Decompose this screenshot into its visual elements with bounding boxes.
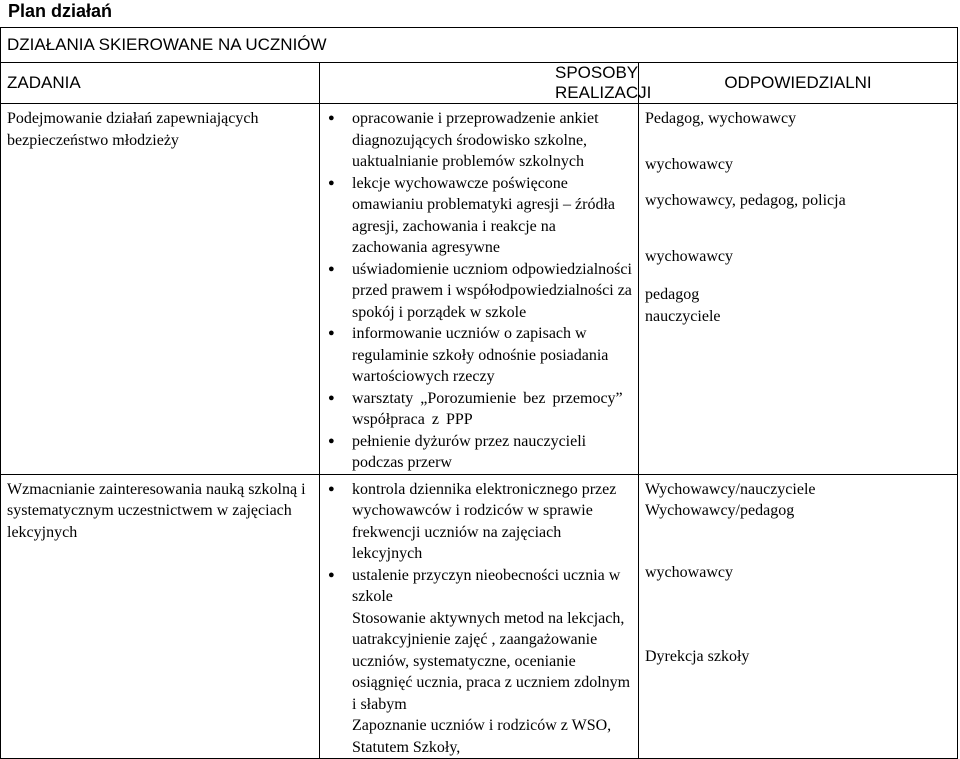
responsible-cell [639, 474, 958, 759]
responsible-item: Pedagog, wychowawcy [645, 110, 797, 127]
activities-list [320, 104, 638, 474]
activity-item: ● informowanie uczniów o zapisach w regulaminie szkoły odnośnie posiadania wartościowych rzeczy [352, 323, 634, 388]
responsible-item: wychowawcy, pedagog, policja [645, 192, 846, 209]
activity-item: Zapoznanie uczniów i rodziców z WSO, Statutem Szkoły, [352, 717, 612, 756]
activity-item: ● uświadomienie uczniom odpowiedzialności przed prawem i współodpowiedzialności za spokój i porządek w szkole [352, 259, 634, 324]
table-row [1, 474, 958, 759]
responsible-item: Wychowawcy/nauczyciele [645, 480, 816, 498]
activity-item: ● ustalenie przyczyn nieobecności ucznia w szkole [352, 565, 634, 608]
task-cell [1, 104, 320, 475]
activities-cell [320, 474, 639, 759]
activity-item: ● kontrola dziennika elektronicznego przez wychowawców i rodziców w sprawie frekwencji uczniów na zajęciach lekcyjnych [352, 479, 634, 565]
column-header-tasks: ZADANIA [1, 63, 320, 104]
activity-item: ● lekcje wychowawcze poświęcone omawianiu problematyki agresji – źródła agresji, zachowania i reakcje na zachowania agresywne [352, 173, 634, 259]
page-title: Plan działań [8, 1, 113, 21]
task-text: Wzmacnianie zainteresowania nauką szkolną i systematycznym uczestnictwem w zajęciach lekcyjnych [7, 480, 306, 541]
plan-table [0, 27, 958, 759]
responsible-list [639, 104, 957, 327]
responsible-item: wychowawcy [645, 156, 733, 173]
activity-item: ● opracowanie i przeprowadzenie ankiet diagnozujących środowisko szkolne, uaktualnianie problemów szkolnych [352, 108, 634, 173]
responsible-cell [639, 104, 958, 475]
responsible-item: Wychowawcy/pedagog [645, 502, 795, 519]
responsible-item: Dyrekcja szkoły [645, 648, 750, 665]
task-cell [1, 474, 320, 759]
activity-item: ● warsztaty „Porozumienie bez przemocy” współpraca z PPP [352, 388, 634, 431]
activities-cell [320, 104, 639, 475]
column-header-row [1, 63, 958, 104]
responsible-item: wychowawcy [645, 248, 733, 265]
responsible-item: pedagog nauczyciele [645, 286, 721, 325]
activities-list [320, 475, 638, 759]
activity-item: Stosowanie aktywnych metod na lekcjach, uatrakcyjnienie zajęć , zaangażowanie uczniów, systematyczne, ocenianie osiągnięć ucznia, praca z uczniem zdolnym i słabym [352, 609, 631, 713]
section-header-row [1, 28, 958, 63]
responsible-list [639, 475, 957, 668]
table-row [1, 104, 958, 475]
section-header: DZIAŁANIA SKIEROWANE NA UCZNIÓW [1, 28, 958, 63]
column-header-responsible: ODPOWIEDZIALNI [639, 63, 958, 104]
column-header-methods: SPOSOBY REALIZACJI [320, 63, 639, 104]
responsible-item: wychowawcy [645, 564, 733, 581]
activity-item: ● pełnienie dyżurów przez nauczycieli podczas przerw [352, 431, 634, 474]
task-text: Podejmowanie działań zapewniających bezpieczeństwo młodzieży [7, 110, 259, 149]
